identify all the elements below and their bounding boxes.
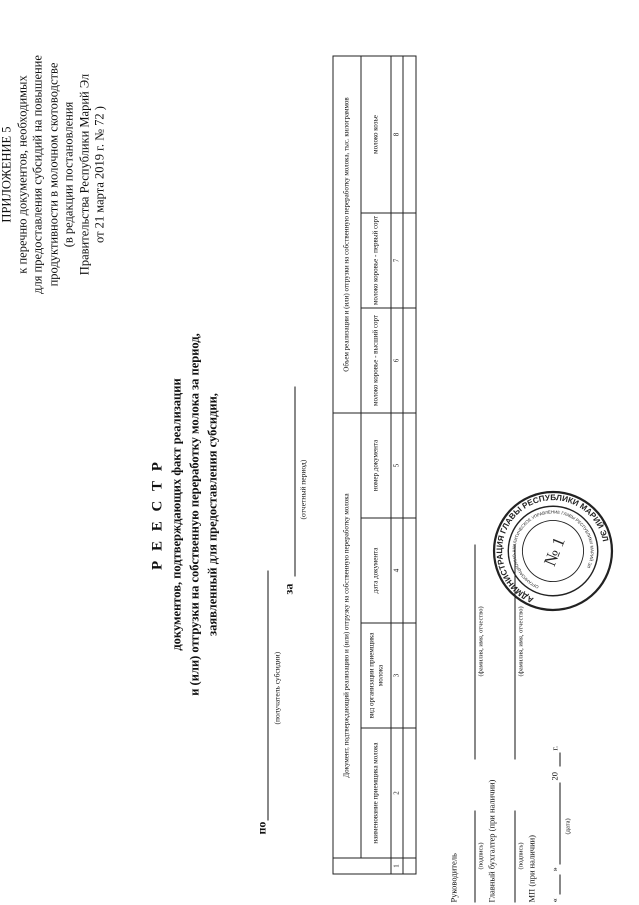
- annex-line: для предоставления субсидий на повышение: [30, 55, 45, 294]
- period-field[interactable]: [295, 387, 296, 577]
- table-cell[interactable]: [403, 413, 416, 518]
- accountant-sign-field[interactable]: [515, 811, 516, 903]
- table-header-cell: молоко коровье - высший сорт: [361, 308, 391, 413]
- table-header-cell: молоко козье: [361, 56, 391, 213]
- table-header-group2: Объем реализации и (или) отгрузки на собственную переработку молока, тыс. килограммов: [333, 56, 361, 413]
- table-header-cell: номер документа: [361, 413, 391, 518]
- annex-line: от 21 марта 2019 г. № 72 ): [92, 106, 107, 243]
- column-number: 7: [391, 213, 403, 308]
- official-seal: [492, 490, 614, 612]
- table-cell[interactable]: [403, 56, 416, 213]
- title-reestr: Р Е Е С Т Р: [149, 459, 166, 570]
- document-title: [148, 305, 222, 725]
- annex-line: ПРИЛОЖЕНИЕ 5: [0, 126, 14, 223]
- column-number: 1: [391, 858, 403, 874]
- year-prefix: 20: [549, 772, 560, 781]
- table-header-num: [333, 858, 391, 874]
- annex-line: Правительства Республики Марий Эл: [77, 73, 91, 276]
- accountant-label: Главный бухгалтер (при наличии): [486, 779, 497, 903]
- po-label: по: [254, 821, 269, 835]
- annex-line: продуктивности в молочном скотоводстве: [46, 62, 60, 287]
- annex-header: [0, 0, 108, 350]
- date-close-quote: »: [549, 867, 560, 872]
- name-caption: (фамилия, имя, отчество): [477, 606, 485, 677]
- head-label: Руководитель: [448, 853, 459, 903]
- column-number: 2: [391, 728, 403, 858]
- mp-label: МП (при наличии): [526, 834, 537, 903]
- date-caption: (дата): [564, 818, 572, 835]
- table-cell[interactable]: [403, 213, 416, 308]
- table-cell[interactable]: [403, 858, 416, 874]
- table-header-cell: вид организации приемщика молока: [361, 623, 391, 728]
- table-cell[interactable]: [403, 308, 416, 413]
- title-line: и (или) отгрузки на собственную переработку молока за период,: [187, 333, 202, 696]
- table-header-group1: Документ, подтверждающий реализацию и (или) отгрузку на собственную переработку молока: [333, 413, 361, 858]
- column-number: 8: [391, 56, 403, 213]
- date-open-quote: «: [549, 898, 560, 903]
- head-sign-field[interactable]: [475, 811, 476, 903]
- year-suffix: г.: [549, 745, 560, 751]
- table-cell[interactable]: [403, 728, 416, 858]
- table-cell[interactable]: [403, 518, 416, 623]
- column-number: 5: [391, 413, 403, 518]
- recipient-caption: (получатель субсидии): [272, 651, 282, 725]
- annex-line: к перечню документов, необходимых: [15, 75, 29, 274]
- head-name-field[interactable]: [475, 545, 476, 760]
- recipient-field[interactable]: [268, 571, 269, 821]
- column-number: 6: [391, 308, 403, 413]
- seal-number: № 1: [540, 534, 569, 569]
- seal-outer-text: АДМИНИСТРАЦИЯ ГЛАВЫ РЕСПУБЛИКИ МАРИЙ ЭЛ: [495, 493, 610, 605]
- table-header-cell: молоко коровье - первый сорт: [361, 213, 391, 308]
- year-field[interactable]: [560, 753, 561, 767]
- column-number: 3: [391, 623, 403, 728]
- sign-caption: (подпись): [477, 842, 485, 870]
- table-header-cell: дата документа: [361, 518, 391, 623]
- za-label: за: [281, 583, 296, 595]
- table-cell[interactable]: [403, 623, 416, 728]
- name-caption: (фамилия, имя, отчество): [517, 606, 525, 677]
- annex-line: (в редакции постановления: [61, 101, 76, 248]
- title-line: документов, подтверждающих факт реализации: [169, 378, 184, 651]
- sign-caption: (подпись): [517, 842, 525, 870]
- day-field[interactable]: [560, 875, 561, 895]
- column-number: 4: [391, 518, 403, 623]
- month-field[interactable]: [560, 783, 561, 865]
- seal-inner-text: ОРГАНИЗАЦИОННО-АНАЛИТИЧЕСКОЕ УПРАВЛЕНИЕ ГЛАВЫ РЕСПУБЛИКИ МАРИЙ ЭЛ: [511, 509, 595, 590]
- period-caption: (отчетный период): [298, 459, 308, 520]
- registry-table: [333, 55, 417, 874]
- title-line: заявленный для предоставления субсидии,: [205, 393, 220, 636]
- table-header-cell: наименование приемщика молока: [361, 728, 391, 858]
